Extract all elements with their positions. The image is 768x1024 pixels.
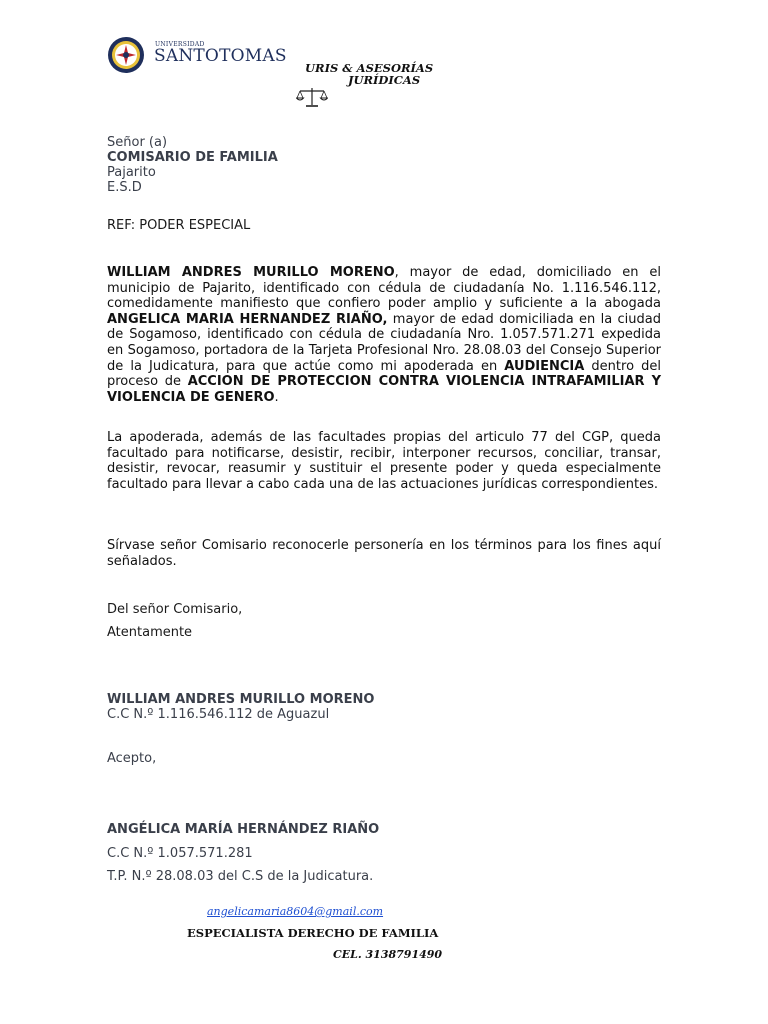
closing-line-2: Atentamente	[107, 625, 193, 640]
closing-line-1: Del señor Comisario,	[107, 602, 243, 617]
signer2-name: ANGÉLICA MARÍA HERNÁNDEZ RIAÑO	[107, 822, 380, 837]
grantor-name: WILLIAM ANDRES MURILLO MORENO	[107, 265, 395, 280]
scales-of-justice-icon	[296, 86, 328, 108]
body-paragraph-3: Sírvase señor Comisario reconocerle personería en los términos para los fines aquí señalados.	[107, 538, 661, 569]
signer1-id: C.C N.º 1.116.546.112 de Aguazul	[107, 707, 330, 722]
signer2-tp: T.P. N.º 28.08.03 del C.S de la Judicatura.	[107, 869, 374, 884]
body-paragraph-2: La apoderada, además de las facultades propias del articulo 77 del CGP, queda facultado para notificarse, desistir, recibir, interponer recursos, conciliar, transar, desistir, revocar, reasumir y sustituir el presente poder y queda especialmente facultado para llevar a cabo cada una de las actuaciones jurídicas correspondientes.	[107, 430, 661, 492]
process-name: ACCION DE PROTECCION CONTRA VIOLENCIA INTRAFAMILIAR Y VIOLENCIA DE GENERO	[107, 374, 662, 405]
addressee-city: Pajarito	[107, 165, 156, 180]
cel-line: CEL. 3138791490	[333, 948, 443, 961]
salutation: Señor (a)	[107, 135, 168, 150]
email-link[interactable]: angelicamaria8604@gmail.com	[207, 905, 384, 918]
logo-name: SANTOTOMAS	[154, 46, 287, 66]
specialty-line: ESPECIALISTA DERECHO DE FAMILIA	[187, 926, 439, 940]
university-seal-icon	[107, 36, 145, 74]
accept-line: Acepto,	[107, 751, 157, 766]
addressee-title: COMISARIO DE FAMILIA	[107, 150, 278, 165]
signer1-name: WILLIAM ANDRES MURILLO MORENO	[107, 692, 375, 707]
body-paragraph-1: WILLIAM ANDRES MURILLO MORENO, mayor de edad, domiciliado en el municipio de Pajarito, identificado con cédula de ciudadanía No. 1.116.546.112, comedidamente manifiesto que confiero poder amplio y suficiente a la abogada ANGELICA MARIA HERNANDEZ RIAÑO, mayor de edad domiciliada en la ciudad de Sogamoso, identificado con cédula de ciudadanía Nro. 1.057.571.271 expedida en Sogamoso, portadora de la Tarjeta Profesional Nro. 28.08.03 del Consejo Superior de la Judicatura, para que actúe como mi apoderada en AUDIENCIA dentro del proceso de ACCION DE PROTECCION CONTRA VIOLENCIA INTRAFAMILIAR Y VIOLENCIA DE GENERO.	[107, 265, 662, 405]
addressee-esd: E.S.D	[107, 180, 142, 195]
header-title-line2: JURÍDICAS	[348, 73, 421, 87]
logo-small-text: UNIVERSIDAD	[155, 41, 205, 48]
signer2-id: C.C N.º 1.057.571.281	[107, 846, 253, 861]
audiencia-term: AUDIENCIA	[504, 358, 585, 374]
header-title-line1: URIS & ASESORÍAS	[305, 61, 434, 75]
university-logo	[107, 36, 287, 72]
attorney-name: ANGELICA MARIA HERNANDEZ RIAÑO,	[107, 311, 388, 327]
reference-line: REF: PODER ESPECIAL	[107, 218, 251, 233]
